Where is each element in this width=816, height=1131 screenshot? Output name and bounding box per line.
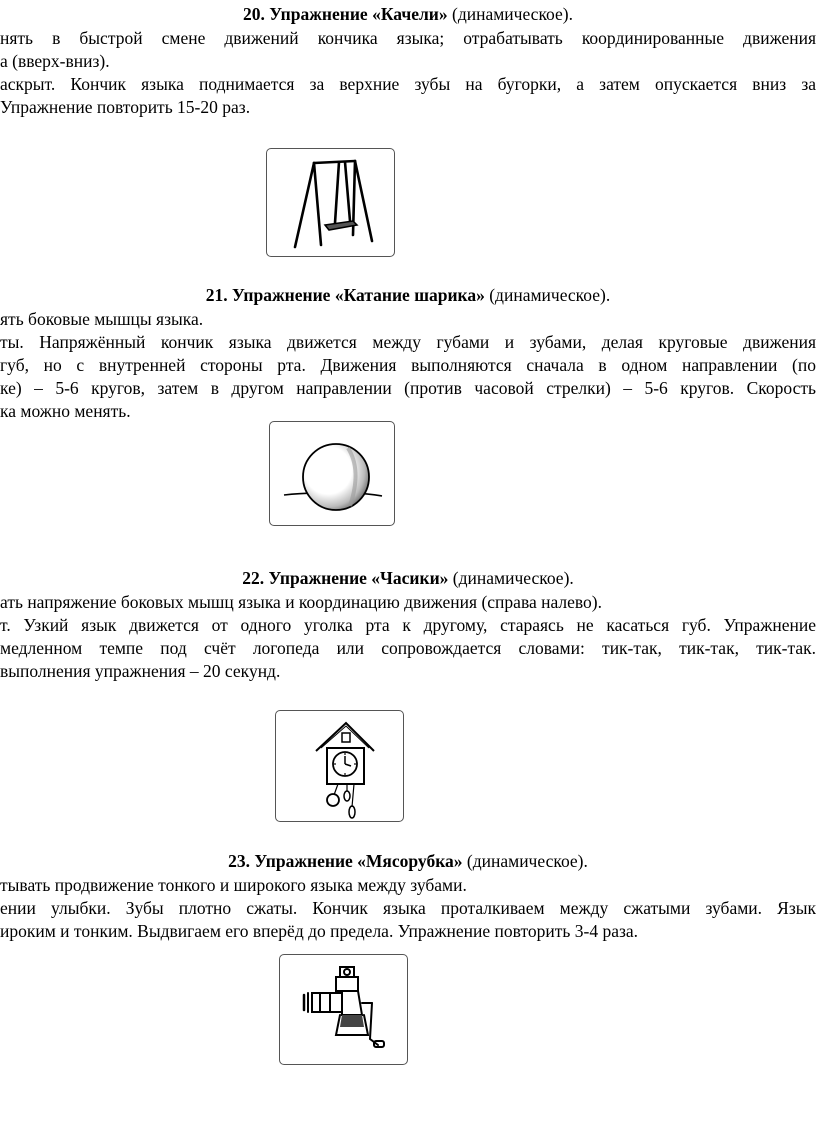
- exercise-20-line-4: Упражнение повторить 15-20 раз.: [0, 97, 251, 117]
- meat-grinder-image: [279, 954, 408, 1065]
- exercise-21-line-5: ка можно менять.: [0, 401, 131, 421]
- exercise-23-title: [0, 850, 816, 872]
- exercise-23-line-3: ироким и тонким. Выдвигаем его вперёд до предела. Упражнение повторить 3-4 раза.: [0, 921, 639, 941]
- swing-icon: [267, 149, 394, 256]
- exercise-23-title-bold: 23. Упражнение «Мясорубка»: [228, 851, 463, 871]
- exercise-21-line-1: ять боковые мышцы языка.: [0, 309, 204, 329]
- exercise-22-line-2: т. Узкий язык движется от одного уголка рта к другому, стараясь не касаться губ. Упражнение: [0, 615, 816, 635]
- ball-icon: [270, 422, 394, 525]
- exercise-20-title: [0, 3, 816, 25]
- exercise-20-line-1: нять в быстрой смене движений кончика языка; отрабатывать координированные движения: [0, 28, 816, 48]
- exercise-21-title: [0, 284, 816, 306]
- exercise-22-title-bold: 22. Упражнение «Часики»: [242, 568, 449, 588]
- exercise-23-line-1: тывать продвижение тонкого и широкого языка между зубами.: [0, 875, 467, 895]
- exercise-21-title-type: (динамическое).: [484, 285, 611, 305]
- exercise-22-title: [0, 567, 816, 589]
- exercise-20-title-type: (динамическое).: [447, 4, 573, 24]
- cuckoo-clock-image: [275, 710, 404, 822]
- exercise-22-line-1: ать напряжение боковых мышц языка и координацию движения (справа налево).: [0, 592, 602, 612]
- cuckoo-clock-icon: [276, 711, 403, 821]
- exercise-23-title-type: (динамическое).: [462, 851, 588, 871]
- exercise-20-line-3: аскрыт. Кончик языка поднимается за верхние зубы на бугорки, а затем опускается вниз за: [0, 74, 816, 94]
- exercise-21-title-bold: 21. Упражнение «Катание шарика»: [205, 285, 485, 305]
- exercise-21-line-3: губ, но с внутренней стороны рта. Движения выполняются сначала в одном направлении (по: [0, 355, 816, 375]
- exercise-23-line-2: ении улыбки. Зубы плотно сжаты. Кончик языка проталкиваем между сжатыми зубами. Язык: [0, 898, 816, 918]
- exercise-20-line-2: а (вверх-вниз).: [0, 51, 110, 71]
- ball-image: [269, 421, 395, 526]
- exercise-22-title-type: (динамическое).: [448, 568, 574, 588]
- exercise-20-title-bold: 20. Упражнение «Качели»: [243, 4, 448, 24]
- meat-grinder-icon: [280, 955, 407, 1064]
- exercise-21-line-2: ты. Напряжённый кончик языка движется между губами и зубами, делая круговые движения: [0, 332, 816, 352]
- exercise-22-line-3: медленном темпе под счёт логопеда или сопровождается словами: тик-так, тик-так, тик-так.: [0, 638, 816, 658]
- swing-image: [266, 148, 395, 257]
- exercise-21-line-4: ке) – 5-6 кругов, затем в другом направлении (против часовой стрелки) – 5-6 кругов. Скорость: [0, 378, 816, 398]
- exercise-22-line-4: выполнения упражнения – 20 секунд.: [0, 661, 281, 681]
